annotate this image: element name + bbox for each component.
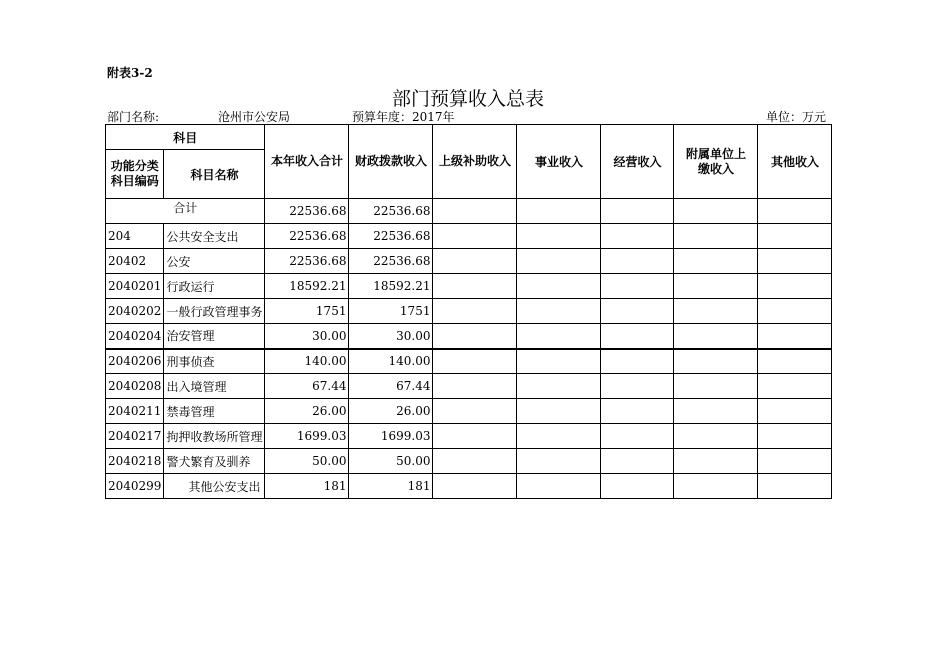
subject-code: 2040204 — [106, 324, 164, 349]
header-affiliated-income: 附属单位上缴收入 — [674, 125, 758, 199]
total-income-cell: 18592.21 — [265, 274, 349, 299]
table-row — [106, 249, 832, 274]
subject-code: 2040206 — [106, 349, 164, 374]
fiscal-income-cell: 22536.68 — [349, 249, 433, 274]
subject-code: 2040202 — [106, 299, 164, 324]
fiscal-income-cell: 1699.03 — [349, 424, 433, 449]
table-row — [106, 449, 832, 474]
table-row — [106, 299, 832, 324]
subject-code: 2040211 — [106, 399, 164, 424]
unit-label: 单位：万元 — [766, 110, 827, 124]
subject-name: 公共安全支出 — [164, 224, 265, 249]
fiscal-income-cell: 26.00 — [349, 399, 433, 424]
total-income-value: 22536.68 — [265, 199, 349, 224]
subject-name: 治安管理 — [164, 324, 265, 349]
budget-income-table — [105, 124, 832, 499]
subject-code: 2040201 — [106, 274, 164, 299]
header-func-code: 功能分类科目编码 — [106, 150, 164, 199]
header-superior-income: 上级补助收入 — [433, 125, 517, 199]
fiscal-income-cell: 50.00 — [349, 449, 433, 474]
table-row — [106, 224, 832, 249]
fiscal-income-cell: 140.00 — [349, 349, 433, 374]
subject-name: 其他公安支出 — [164, 474, 265, 499]
subject-code: 2040218 — [106, 449, 164, 474]
fiscal-income-cell: 18592.21 — [349, 274, 433, 299]
subject-name: 警犬繁育及驯养 — [164, 449, 265, 474]
header-other-income: 其他收入 — [758, 125, 832, 199]
total-income-cell: 1699.03 — [265, 424, 349, 449]
total-income-cell: 22536.68 — [265, 249, 349, 274]
table-row — [106, 474, 832, 499]
subject-code: 20402 — [106, 249, 164, 274]
fiscal-income-cell: 181 — [349, 474, 433, 499]
total-income-cell: 30.00 — [265, 324, 349, 349]
table-row — [106, 424, 832, 449]
fiscal-income-cell: 30.00 — [349, 324, 433, 349]
table-row — [106, 349, 832, 374]
fiscal-income-cell: 22536.68 — [349, 224, 433, 249]
header-subject: 科目 — [106, 125, 265, 150]
total-fiscal-value: 22536.68 — [349, 199, 433, 224]
header-operating-income: 经营收入 — [601, 125, 674, 199]
subject-name: 拘押收教场所管理 — [164, 424, 265, 449]
table-row — [106, 399, 832, 424]
subject-code: 2040299 — [106, 474, 164, 499]
header-fiscal-income: 财政拨款收入 — [349, 125, 433, 199]
subject-name: 一般行政管理事务 — [164, 299, 265, 324]
total-income-cell: 1751 — [265, 299, 349, 324]
subject-code: 2040217 — [106, 424, 164, 449]
dept-name-value: 沧州市公安局 — [218, 110, 291, 124]
subject-code: 204 — [106, 224, 164, 249]
budget-year: 预算年度：2017年 — [352, 110, 455, 124]
header-total-income: 本年收入合计 — [265, 125, 349, 199]
fiscal-income-cell: 67.44 — [349, 374, 433, 399]
subject-name: 禁毒管理 — [164, 399, 265, 424]
total-row — [106, 199, 832, 224]
header-row-1 — [106, 125, 832, 150]
subject-code: 2040208 — [106, 374, 164, 399]
total-income-cell: 50.00 — [265, 449, 349, 474]
page-title: 部门预算收入总表 — [391, 88, 544, 110]
total-income-cell: 181 — [265, 474, 349, 499]
total-label: 合计 — [106, 199, 265, 224]
subject-name: 出入境管理 — [164, 374, 265, 399]
subject-name: 刑事侦查 — [164, 349, 265, 374]
total-income-cell: 26.00 — [265, 399, 349, 424]
total-income-cell: 67.44 — [265, 374, 349, 399]
header-business-income: 事业收入 — [517, 125, 601, 199]
table-row — [106, 374, 832, 399]
total-income-cell: 22536.68 — [265, 224, 349, 249]
table-row — [106, 324, 832, 349]
total-income-cell: 140.00 — [265, 349, 349, 374]
header-subject-name: 科目名称 — [164, 150, 265, 199]
subject-name: 公安 — [164, 249, 265, 274]
fiscal-income-cell: 1751 — [349, 299, 433, 324]
table-row — [106, 274, 832, 299]
attachment-number: 附表3-2 — [107, 66, 153, 80]
subject-name: 行政运行 — [164, 274, 265, 299]
dept-name-label: 部门名称: — [107, 110, 160, 124]
